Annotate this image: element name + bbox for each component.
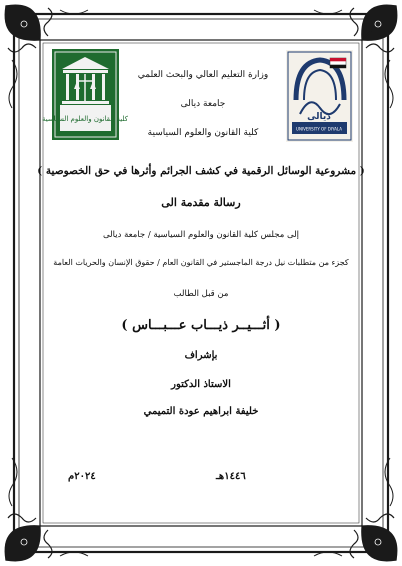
thesis-title: ( مشروعية الوسائل الرقمية في كشف الجرائم وأثرها في حق الخصوصية ) [37,165,365,177]
left-logo-text: كلية القانون والعلوم السياسية [41,115,129,123]
right-logo-english: UNIVERSITY OF DIYALA [296,126,342,132]
date-hijri: ١٤٤٦هـ [216,471,246,482]
professor-name: خليفة ابراهيم عودة التميمي [143,406,259,417]
thesis-label: رسالة مقدمة الى [161,196,241,209]
by-student-label: من قبل الطالب [173,289,229,299]
college-law-logo-icon [41,49,129,140]
ministry-name: وزارة التعليم العالي والبحث العلمي [137,70,269,80]
council-line: إلى مجلس كلية القانون والعلوم السياسية / جامعة ديالى [102,230,300,240]
requirement-line: كجزء من متطلبات نيل درجة الماجستير في القانون العام / حقوق الإنسان والحريات العامة [53,258,349,267]
date-gregorian: ٢٠٢٤م [68,471,96,482]
university-name: جامعة ديالى [180,99,226,109]
professor-title: الاستاذ الدكتور [171,379,231,390]
right-logo-arabic: ديالى [307,112,331,122]
header-block [120,70,286,157]
college-name: كلية القانون والعلوم السياسية [147,128,259,138]
supervision-label: بإشراف [184,350,218,361]
student-name: ( أثـــيــر ذيـــاب عـــبـــاس ) [121,318,281,333]
university-diyala-logo-icon [286,50,353,142]
